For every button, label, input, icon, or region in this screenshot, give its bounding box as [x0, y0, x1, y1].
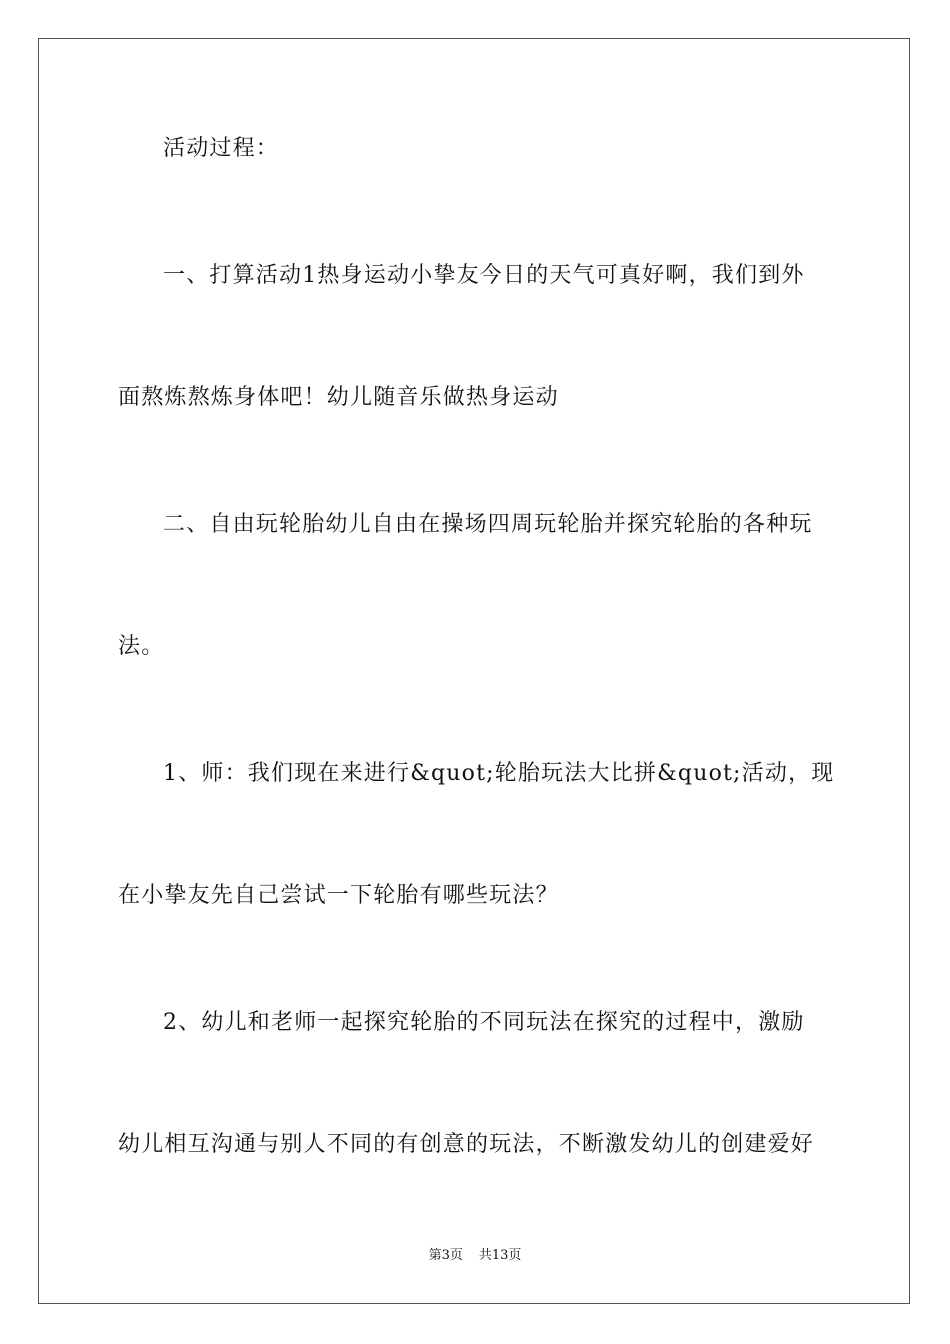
- text-line: 面熬炼熬炼身体吧！幼儿随音乐做热身运动: [118, 385, 559, 410]
- text-line: 二、自由玩轮胎幼儿自由在操场四周玩轮胎并探究轮胎的各种玩: [163, 512, 813, 537]
- text-line: 活动过程：: [163, 136, 280, 161]
- page-number: 第3页: [428, 1248, 463, 1263]
- text-line: 1、师：我们现在来进行&quot;轮胎玩法大比拼&quot;活动，现: [163, 761, 835, 786]
- page-frame: [38, 38, 910, 1304]
- page-footer: [0, 1248, 950, 1264]
- text-line: 法。: [118, 634, 165, 659]
- text-line: 一、打算活动1热身运动小挚友今日的天气可真好啊，我们到外: [163, 263, 805, 288]
- page-total: 共13页: [478, 1248, 522, 1263]
- text-line: 在小挚友先自己尝试一下轮胎有哪些玩法？: [118, 883, 559, 908]
- text-line: 2、幼儿和老师一起探究轮胎的不同玩法在探究的过程中，激励: [163, 1010, 805, 1035]
- text-line: 幼儿相互沟通与别人不同的有创意的玩法，不断激发幼儿的创建爱好: [118, 1132, 815, 1157]
